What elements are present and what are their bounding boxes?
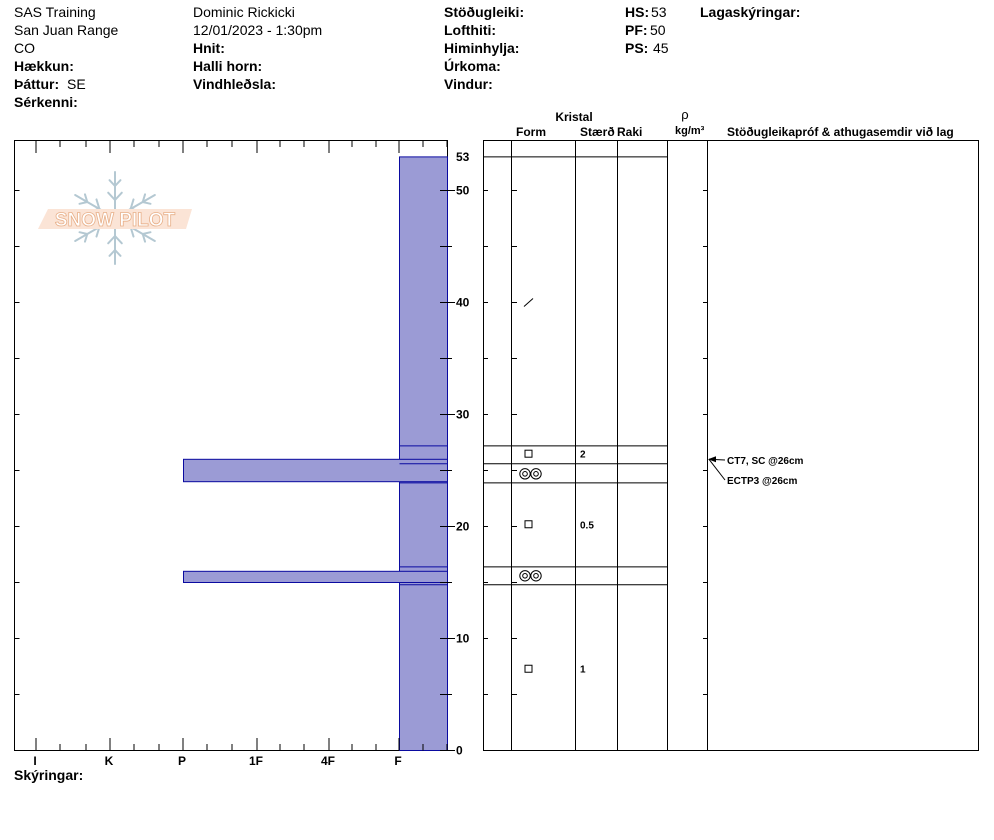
observer-name: Dominic Rickicki	[193, 4, 295, 20]
stability-label: Stöðugleiki:	[444, 4, 525, 20]
surface-hoar-icon	[520, 571, 530, 581]
stability-test-leader	[709, 459, 725, 480]
surface-hoar-icon	[531, 571, 541, 581]
hardness-label-f: F	[394, 754, 402, 768]
hardness-layer-1	[400, 157, 448, 751]
sky-cover-label: Himinhylja:	[444, 40, 520, 56]
wind-label: Vindur:	[444, 76, 493, 92]
crystal-header: Kristal	[555, 110, 593, 124]
density-symbol: ρ	[681, 107, 689, 122]
aspect-value: SE	[67, 76, 86, 92]
hardness-bars	[184, 157, 448, 751]
surface-hoar-icon-inner	[534, 573, 539, 578]
precipitation-particles-icon	[524, 299, 533, 307]
faceted-crystal-icon	[525, 450, 532, 457]
surface-hoar-icon	[531, 469, 541, 479]
pf-label: PF:	[625, 22, 648, 38]
snowflake-branch	[143, 232, 151, 234]
hardness-layer-2	[184, 459, 448, 481]
features-label: Sérkenni:	[14, 94, 78, 110]
ps-label: PS:	[625, 40, 649, 56]
height-label-10: 10	[456, 631, 470, 646]
logo-text: SNOW PILOT	[54, 210, 176, 231]
hardness-label-k: K	[104, 754, 114, 768]
hardness-layer-3	[184, 571, 448, 582]
height-label-0: 0	[456, 743, 463, 758]
coords-label: Hnit:	[193, 40, 225, 56]
hs-value: 53	[651, 4, 667, 20]
snowflake-branch	[79, 202, 87, 204]
hs-label: HS:	[625, 4, 650, 20]
crystal-size-2: 2	[580, 449, 586, 461]
snowflake-branch	[115, 236, 122, 243]
stability-test-arrowhead	[708, 456, 716, 462]
snowflake-branch	[143, 202, 151, 204]
snowflake-branch	[108, 193, 115, 200]
moisture-header: Raki	[617, 125, 643, 139]
location-name: SAS Training	[14, 4, 96, 20]
snowflake-branch	[115, 193, 122, 200]
stability-test-1: CT7, SC @26cm	[727, 456, 804, 467]
hardness-label-i: I	[33, 754, 37, 768]
elevation-label: Hækkun:	[14, 58, 74, 74]
observation-datetime: 12/01/2023 - 1:30pm	[193, 22, 323, 38]
hardness-label-4f: 4F	[320, 754, 336, 768]
surface-hoar-icon-inner	[523, 472, 528, 477]
layer-notes-label: Lagaskýringar:	[700, 4, 801, 20]
crystal-size-6: 1	[580, 664, 586, 676]
height-label-30: 30	[456, 407, 470, 422]
height-label-top: 53	[456, 149, 470, 164]
density-unit: kg/m³	[675, 125, 705, 137]
hardness-label-1f: 1F	[248, 754, 264, 768]
stability-test-2: ECTP3 @26cm	[727, 476, 798, 487]
faceted-crystal-icon	[525, 521, 532, 528]
ps-value: 45	[653, 40, 669, 56]
snowpilot-logo	[38, 172, 192, 264]
table-ticks	[484, 191, 708, 695]
range-name: San Juan Range	[14, 22, 119, 38]
height-label-40: 40	[456, 295, 470, 310]
faceted-crystal-icon	[525, 665, 532, 672]
snowflake-branch	[79, 232, 87, 234]
precip-label: Úrkoma:	[444, 58, 501, 74]
hardness-label-p: P	[177, 754, 187, 768]
crystal-symbols	[520, 299, 595, 676]
surface-hoar-icon-inner	[523, 573, 528, 578]
form-header: Form	[516, 125, 546, 139]
tests-header: Stöðugleikapróf & athugasemdir við lag	[727, 125, 954, 139]
pf-value: 50	[650, 22, 666, 38]
notes-label: Skýringar:	[14, 767, 84, 783]
state-name: CO	[14, 40, 35, 56]
size-header: Stærð	[580, 125, 615, 139]
snowflake-branch	[108, 236, 115, 243]
surface-hoar-icon	[520, 469, 530, 479]
surface-hoar-icon-inner	[534, 472, 539, 477]
aspect-label: Þáttur:	[14, 76, 60, 92]
air-temp-label: Lofthiti:	[444, 22, 497, 38]
hardness-ticks	[15, 141, 448, 769]
crystal-size-4: 0.5	[580, 520, 594, 532]
stability-test-annotations	[708, 456, 804, 487]
height-label-20: 20	[456, 519, 470, 534]
slope-angle-label: Halli horn:	[193, 58, 263, 74]
height-label-50: 50	[456, 183, 470, 198]
wind-loading-label: Vindhleðsla:	[193, 76, 276, 92]
